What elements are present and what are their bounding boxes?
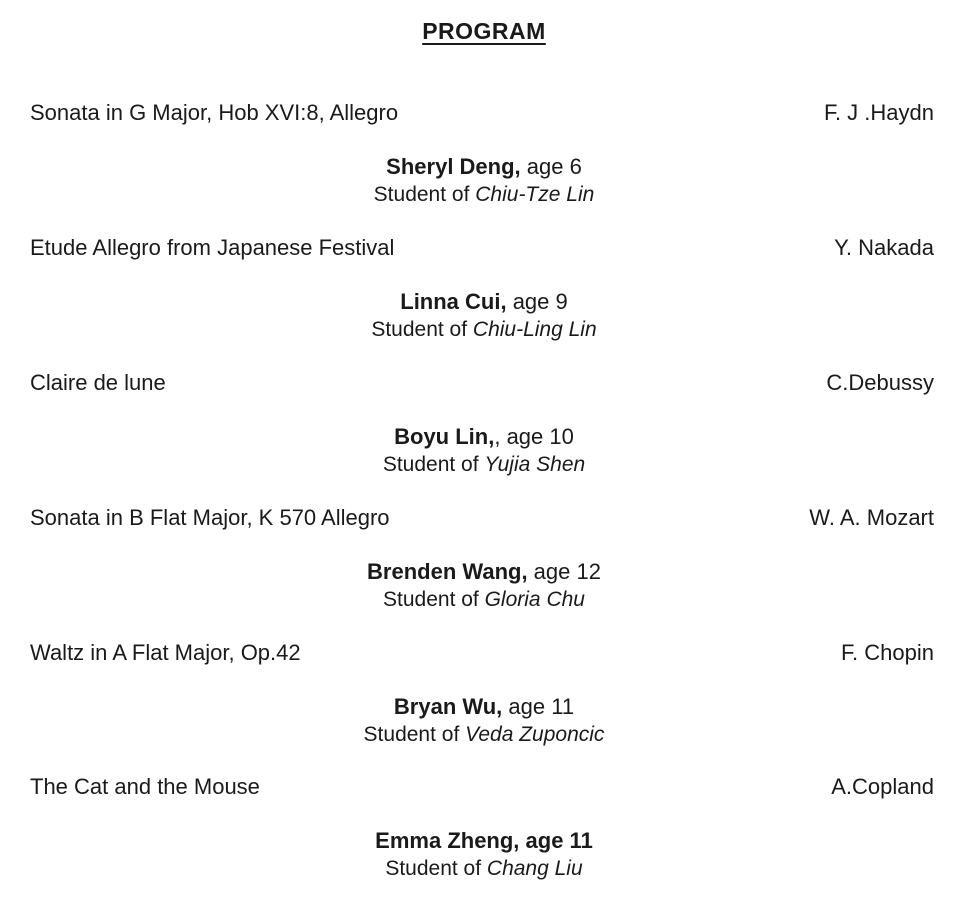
performer-name: Emma Zheng, age 11 — [375, 828, 593, 853]
performer-age: age 9 — [506, 289, 568, 314]
piece-row — [0, 370, 968, 400]
composer-name: F. J .Haydn — [823, 100, 934, 125]
program-entry — [0, 774, 968, 883]
teacher-line — [0, 586, 968, 614]
student-of-label: Student of — [382, 453, 485, 476]
teacher-name: Veda Zuponcic — [465, 723, 605, 746]
piece-title: Sonata in G Major, Hob XVI:8, Allegro — [30, 100, 399, 125]
teacher-line — [0, 721, 968, 749]
teacher-name: Chiu-Ling Lin — [472, 318, 597, 341]
piece-title: Sonata in B Flat Major, K 570 Allegro — [30, 505, 390, 530]
student-of-label: Student of — [373, 183, 476, 206]
teacher-line — [0, 855, 968, 883]
performer-name: Brenden Wang, — [367, 559, 528, 584]
performer-name: Linna Cui, — [400, 289, 507, 314]
performer-name: Boyu Lin, — [394, 424, 495, 449]
performer-line — [0, 693, 968, 721]
performer-line — [0, 423, 968, 451]
piece-row — [0, 774, 968, 804]
program-entry — [0, 370, 968, 479]
teacher-line — [0, 451, 968, 479]
student-of-label: Student of — [363, 723, 466, 746]
performer-line — [0, 827, 968, 855]
performer-line — [0, 153, 968, 181]
program-entry — [0, 505, 968, 614]
composer-name: W. A. Mozart — [809, 505, 934, 530]
performer-line — [0, 558, 968, 586]
piece-title: Claire de lune — [30, 370, 166, 395]
performer-age: age 6 — [520, 154, 582, 179]
teacher-line — [0, 316, 968, 344]
teacher-line — [0, 181, 968, 209]
teacher-name: Yujia Shen — [484, 453, 586, 476]
teacher-name: Chiu-Tze Lin — [475, 183, 595, 206]
composer-name: Y. Nakada — [834, 235, 934, 260]
piece-title: Waltz in A Flat Major, Op.42 — [30, 640, 301, 665]
program-entry — [0, 235, 968, 344]
piece-row — [0, 505, 968, 535]
performer-name: Bryan Wu, — [393, 694, 503, 719]
program-entry — [0, 100, 968, 209]
student-of-label: Student of — [383, 588, 485, 611]
student-of-label: Student of — [385, 857, 487, 880]
piece-title: Etude Allegro from Japanese Festival — [30, 235, 395, 260]
performer-age: age 11 — [502, 694, 575, 719]
page-title: PROGRAM — [422, 18, 546, 44]
performer-age: , age 10 — [494, 424, 574, 449]
teacher-name: Chang Liu — [486, 857, 583, 880]
piece-row — [0, 235, 968, 265]
student-of-label: Student of — [371, 318, 473, 341]
composer-name: C.Debussy — [826, 370, 934, 395]
composer-name: A.Copland — [831, 774, 934, 799]
piece-title: The Cat and the Mouse — [30, 774, 260, 799]
performer-line — [0, 288, 968, 316]
performer-name: Sheryl Deng, — [386, 154, 521, 179]
performer-age: age 12 — [527, 559, 601, 584]
piece-row — [0, 100, 968, 130]
program-entry — [0, 640, 968, 749]
piece-row — [0, 640, 968, 670]
composer-name: F. Chopin — [841, 640, 934, 665]
teacher-name: Gloria Chu — [484, 588, 585, 611]
